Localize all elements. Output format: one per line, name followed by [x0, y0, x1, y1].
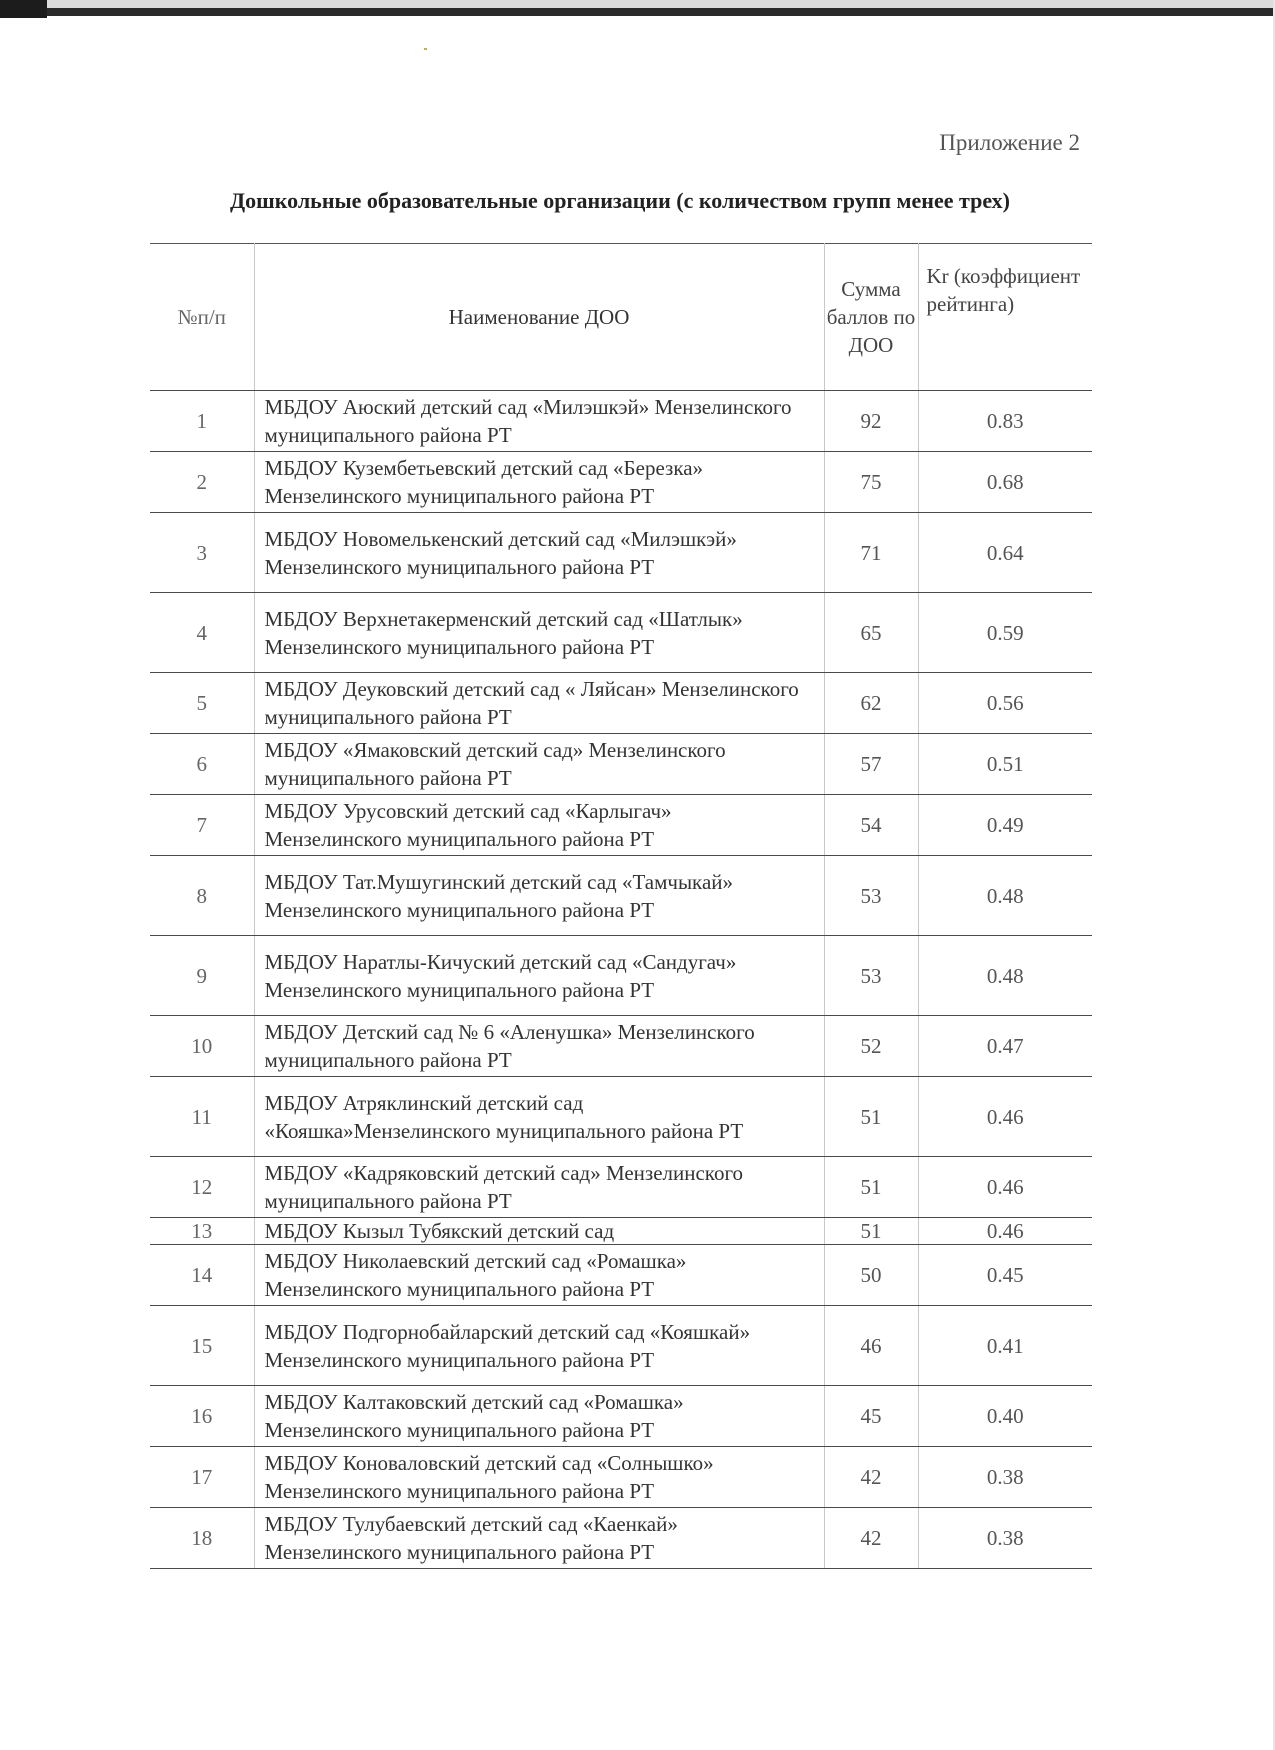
header-score: Сумма баллов по ДОО	[824, 244, 918, 391]
row-name: МБДОУ «Ямаковский детский сад» Мензелинского муниципального района РТ	[254, 734, 824, 795]
row-number: 4	[150, 593, 254, 673]
table-row	[150, 1245, 1092, 1306]
row-score: 57	[824, 734, 918, 795]
table-row	[150, 1386, 1092, 1447]
row-kr: 0.38	[918, 1508, 1092, 1569]
header-name: Наименование ДОО	[254, 244, 824, 391]
row-number: 13	[150, 1218, 254, 1245]
row-name: МБДОУ Николаевский детский сад «Ромашка» Мензелинского муниципального района РТ	[254, 1245, 824, 1306]
row-kr: 0.68	[918, 452, 1092, 513]
row-kr: 0.46	[918, 1157, 1092, 1218]
row-name: МБДОУ Наратлы-Кичуский детский сад «Сандугач» Мензелинского муниципального района РТ	[254, 936, 824, 1016]
row-number: 5	[150, 673, 254, 734]
table-row	[150, 795, 1092, 856]
row-name: МБДОУ Кызыл Тубякский детский сад	[254, 1218, 824, 1245]
row-kr: 0.49	[918, 795, 1092, 856]
row-number: 3	[150, 513, 254, 593]
header-num: №п/п	[150, 244, 254, 391]
row-number: 11	[150, 1077, 254, 1157]
table-row	[150, 673, 1092, 734]
row-number: 8	[150, 856, 254, 936]
row-name: МБДОУ Подгорнобайларский детский сад «Кояшкай» Мензелинского муниципального района РТ	[254, 1306, 824, 1386]
table-row	[150, 1306, 1092, 1386]
row-score: 92	[824, 391, 918, 452]
document-title: Дошкольные образовательные организации (с количеством групп менее трех)	[230, 188, 1010, 213]
row-score: 71	[824, 513, 918, 593]
row-score: 42	[824, 1508, 918, 1569]
row-name: МБДОУ Верхнетакерменский детский сад «Шатлык» Мензелинского муниципального района РТ	[254, 593, 824, 673]
table-body	[150, 391, 1092, 1569]
row-number: 1	[150, 391, 254, 452]
row-score: 51	[824, 1157, 918, 1218]
table-row	[150, 391, 1092, 452]
row-number: 6	[150, 734, 254, 795]
table-row	[150, 1016, 1092, 1077]
table-row	[150, 1508, 1092, 1569]
row-name: МБДОУ Кузембетьевский детский сад «Березка» Мензелинского муниципального района РТ	[254, 452, 824, 513]
row-score: 54	[824, 795, 918, 856]
row-name: МБДОУ Детский сад № 6 «Аленушка» Мензелинского муниципального района РТ	[254, 1016, 824, 1077]
row-score: 53	[824, 856, 918, 936]
table-row	[150, 1077, 1092, 1157]
row-name: МБДОУ Калтаковский детский сад «Ромашка» Мензелинского муниципального района РТ	[254, 1386, 824, 1447]
row-name: МБДОУ Урусовский детский сад «Карлыгач» Мензелинского муниципального района РТ	[254, 795, 824, 856]
table-row	[150, 936, 1092, 1016]
row-score: 50	[824, 1245, 918, 1306]
table-row	[150, 1218, 1092, 1245]
row-name: МБДОУ Коноваловский детский сад «Солнышко» Мензелинского муниципального района РТ	[254, 1447, 824, 1508]
row-score: 51	[824, 1218, 918, 1245]
row-kr: 0.41	[918, 1306, 1092, 1386]
row-score: 51	[824, 1077, 918, 1157]
row-score: 52	[824, 1016, 918, 1077]
rating-table	[150, 243, 1092, 1569]
appendix-label: Приложение 2	[939, 130, 1080, 155]
row-number: 16	[150, 1386, 254, 1447]
row-kr: 0.38	[918, 1447, 1092, 1508]
row-score: 62	[824, 673, 918, 734]
row-kr: 0.48	[918, 936, 1092, 1016]
table-row	[150, 593, 1092, 673]
row-kr: 0.46	[918, 1218, 1092, 1245]
table-row	[150, 734, 1092, 795]
row-score: 45	[824, 1386, 918, 1447]
row-kr: 0.47	[918, 1016, 1092, 1077]
row-kr: 0.40	[918, 1386, 1092, 1447]
row-number: 9	[150, 936, 254, 1016]
table-row	[150, 452, 1092, 513]
row-kr: 0.59	[918, 593, 1092, 673]
row-number: 2	[150, 452, 254, 513]
row-number: 15	[150, 1306, 254, 1386]
row-kr: 0.45	[918, 1245, 1092, 1306]
row-number: 14	[150, 1245, 254, 1306]
row-score: 65	[824, 593, 918, 673]
row-number: 10	[150, 1016, 254, 1077]
row-kr: 0.51	[918, 734, 1092, 795]
header-row	[150, 244, 1092, 391]
row-score: 42	[824, 1447, 918, 1508]
row-score: 75	[824, 452, 918, 513]
row-name: МБДОУ Деуковский детский сад « Ляйсан» Мензелинского муниципального района РТ	[254, 673, 824, 734]
row-name: МБДОУ Тулубаевский детский сад «Каенкай» Мензелинского муниципального района РТ	[254, 1508, 824, 1569]
row-kr: 0.48	[918, 856, 1092, 936]
row-number: 7	[150, 795, 254, 856]
row-name: МБДОУ Аюский детский сад «Милэшкэй» Мензелинского муниципального района РТ	[254, 391, 824, 452]
row-name: МБДОУ «Кадряковский детский сад» Мензелинского муниципального района РТ	[254, 1157, 824, 1218]
header-kr: Kr (коэффициент рейтинга)	[918, 244, 1092, 391]
row-score: 53	[824, 936, 918, 1016]
row-kr: 0.56	[918, 673, 1092, 734]
row-kr: 0.64	[918, 513, 1092, 593]
table-row	[150, 1157, 1092, 1218]
scan-speck	[424, 48, 427, 50]
table-row	[150, 1447, 1092, 1508]
table-header	[150, 244, 1092, 391]
table-row	[150, 856, 1092, 936]
row-score: 46	[824, 1306, 918, 1386]
row-number: 12	[150, 1157, 254, 1218]
row-name: МБДОУ Атряклинский детский сад «Кояшка»Мензелинского муниципального района РТ	[254, 1077, 824, 1157]
row-number: 17	[150, 1447, 254, 1508]
scan-edge-top	[0, 0, 1275, 22]
table-row	[150, 513, 1092, 593]
row-number: 18	[150, 1508, 254, 1569]
row-name: МБДОУ Тат.Мушугинский детский сад «Тамчыкай» Мензелинского муниципального района РТ	[254, 856, 824, 936]
row-kr: 0.83	[918, 391, 1092, 452]
row-kr: 0.46	[918, 1077, 1092, 1157]
row-name: МБДОУ Новомелькенский детский сад «Милэшкэй» Мензелинского муниципального района РТ	[254, 513, 824, 593]
